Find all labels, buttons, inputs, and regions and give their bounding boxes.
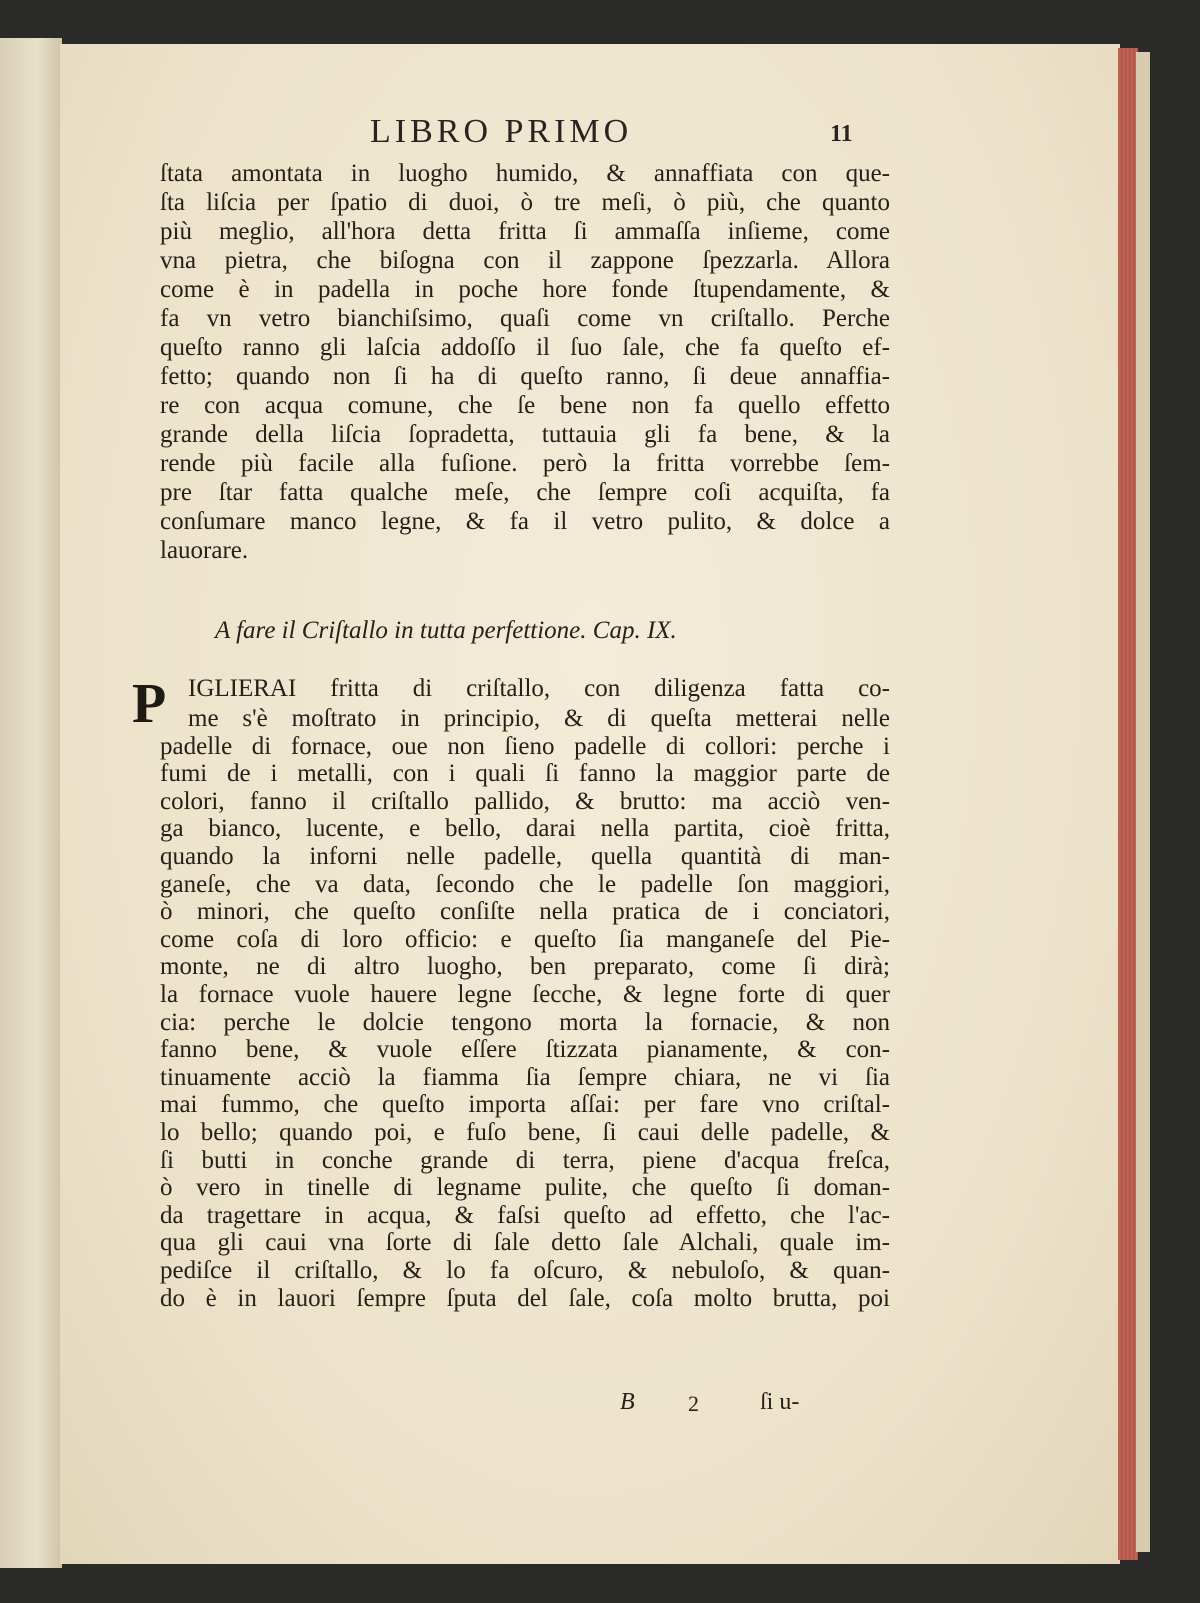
text-line: qua gli caui vna ſorte di ſale detto ſale Alchali, quale im- bbox=[160, 1229, 890, 1257]
paragraph-2-first-line: IGLIERAI fritta di criſtallo, con diligenza fatta co- bbox=[188, 675, 890, 702]
text-line: pre ſtar fatta qualche meſe, che ſempre coſi acquiſta, fa bbox=[160, 479, 890, 506]
text-line: me s'è moſtrato in principio, & di queſta metterai nelle bbox=[188, 705, 890, 732]
text-line: la fornace vuole hauere legne ſecche, & legne forte di quer bbox=[160, 981, 890, 1008]
chapter-heading: A fare il Criſtallo in tutta perfettione. Cap. IX. bbox=[215, 617, 677, 644]
text-line: monte, ne di altro luogho, ben preparato, come ſi dirà; bbox=[160, 953, 890, 981]
text-line: do è in lauori ſempre ſputa del ſale, coſa molto brutta, poi bbox=[160, 1284, 890, 1312]
text-line: fumi de i metalli, con i quali ſi fanno la maggior parte de bbox=[160, 760, 890, 788]
text-line: lauorare. bbox=[160, 537, 249, 564]
drop-capital: P bbox=[132, 673, 167, 735]
text-line: ò vero in tinelle di legname pulite, che queſto ſi doman- bbox=[160, 1174, 890, 1202]
text-line: padelle di fornace, oue non ſieno padelle di collori: perche i bbox=[160, 732, 890, 760]
catchword: ſi u- bbox=[760, 1389, 800, 1415]
text-line: tinuamente acciò la fiamma ſia ſempre chiara, ne vi ſia bbox=[160, 1063, 890, 1091]
text-line: fetto; quando non ſi ha di queſto ranno, ſi deue annaffia- bbox=[160, 363, 890, 390]
text-line: ſta liſcia per ſpatio di duoi, ò tre meſi, ò più, che quanto bbox=[160, 189, 890, 216]
text-line: cia: perche le dolcie tengono morta la fornacie, & non bbox=[160, 1008, 890, 1036]
text-line: più meglio, all'hora detta fritta ſi ammaſſa inſieme, come bbox=[160, 218, 890, 245]
text-line: ſi butti in conche grande di terra, piene d'acqua freſca, bbox=[160, 1146, 890, 1174]
red-page-edges bbox=[1118, 48, 1138, 1560]
facing-page-edge bbox=[0, 38, 62, 1568]
text-line: re con acqua comune, che ſe bene non fa quello effetto bbox=[160, 392, 890, 419]
text-line: ga bianco, lucente, e bello, darai nella partita, cioè fritta, bbox=[160, 815, 890, 843]
text-line: pediſce il criſtallo, & lo fa oſcuro, & nebuloſo, & quan- bbox=[160, 1257, 890, 1284]
text-line: fa vn vetro bianchiſsimo, quaſi come vn criſtallo. Perche bbox=[160, 305, 890, 332]
text-line: grande della liſcia ſopradetta, tuttauia gli fa bene, & la bbox=[160, 421, 890, 448]
signature-mark: B bbox=[620, 1389, 635, 1415]
text-line: quando la inforni nelle padelle, quella quantità di man- bbox=[160, 843, 890, 870]
running-head: LIBRO PRIMO bbox=[370, 113, 633, 150]
text-line: vna pietra, che biſogna con il zappone ſpezzarla. Allora bbox=[160, 247, 890, 274]
text-line: conſumare manco legne, & fa il vetro pulito, & dolce a bbox=[160, 508, 890, 535]
text-line: fanno bene, & vuole eſſere ſtizzata pianamente, & con- bbox=[160, 1036, 890, 1064]
folio-number: 11 bbox=[830, 121, 853, 147]
text-line: come è in padella in poche hore fonde ſtupendamente, & bbox=[160, 276, 890, 303]
text-line: mai fummo, che queſto importa aſſai: per fare vno criſtal- bbox=[160, 1091, 890, 1119]
text-line: da tragettare in acqua, & faſsi queſto ad effetto, che l'ac- bbox=[160, 1201, 890, 1229]
text-line: ganeſe, che va data, ſecondo che le padelle ſon maggiori, bbox=[160, 870, 890, 898]
text-line: lo bello; quando poi, e fuſo bene, ſi caui delle padelle, & bbox=[160, 1119, 890, 1146]
back-cover-edge bbox=[1136, 52, 1150, 1552]
text-line: come coſa di loro officio: e queſto ſia manganeſe del Pie- bbox=[160, 925, 890, 953]
text-line: ſtata amontata in luogho humido, & annaffiata con que- bbox=[160, 160, 890, 187]
text-line: queſto ranno gli laſcia addoſſo il ſuo ſale, che fa queſto ef- bbox=[160, 334, 890, 361]
text-line: colori, fanno il criſtallo pallido, & brutto: ma acciò ven- bbox=[160, 787, 890, 815]
signature-number: 2 bbox=[688, 1391, 699, 1416]
text-line: ò minori, che queſto conſiſte nella pratica de i conciatori, bbox=[160, 898, 890, 926]
text-line: rende più facile alla fuſione. però la fritta vorrebbe ſem- bbox=[160, 450, 890, 477]
